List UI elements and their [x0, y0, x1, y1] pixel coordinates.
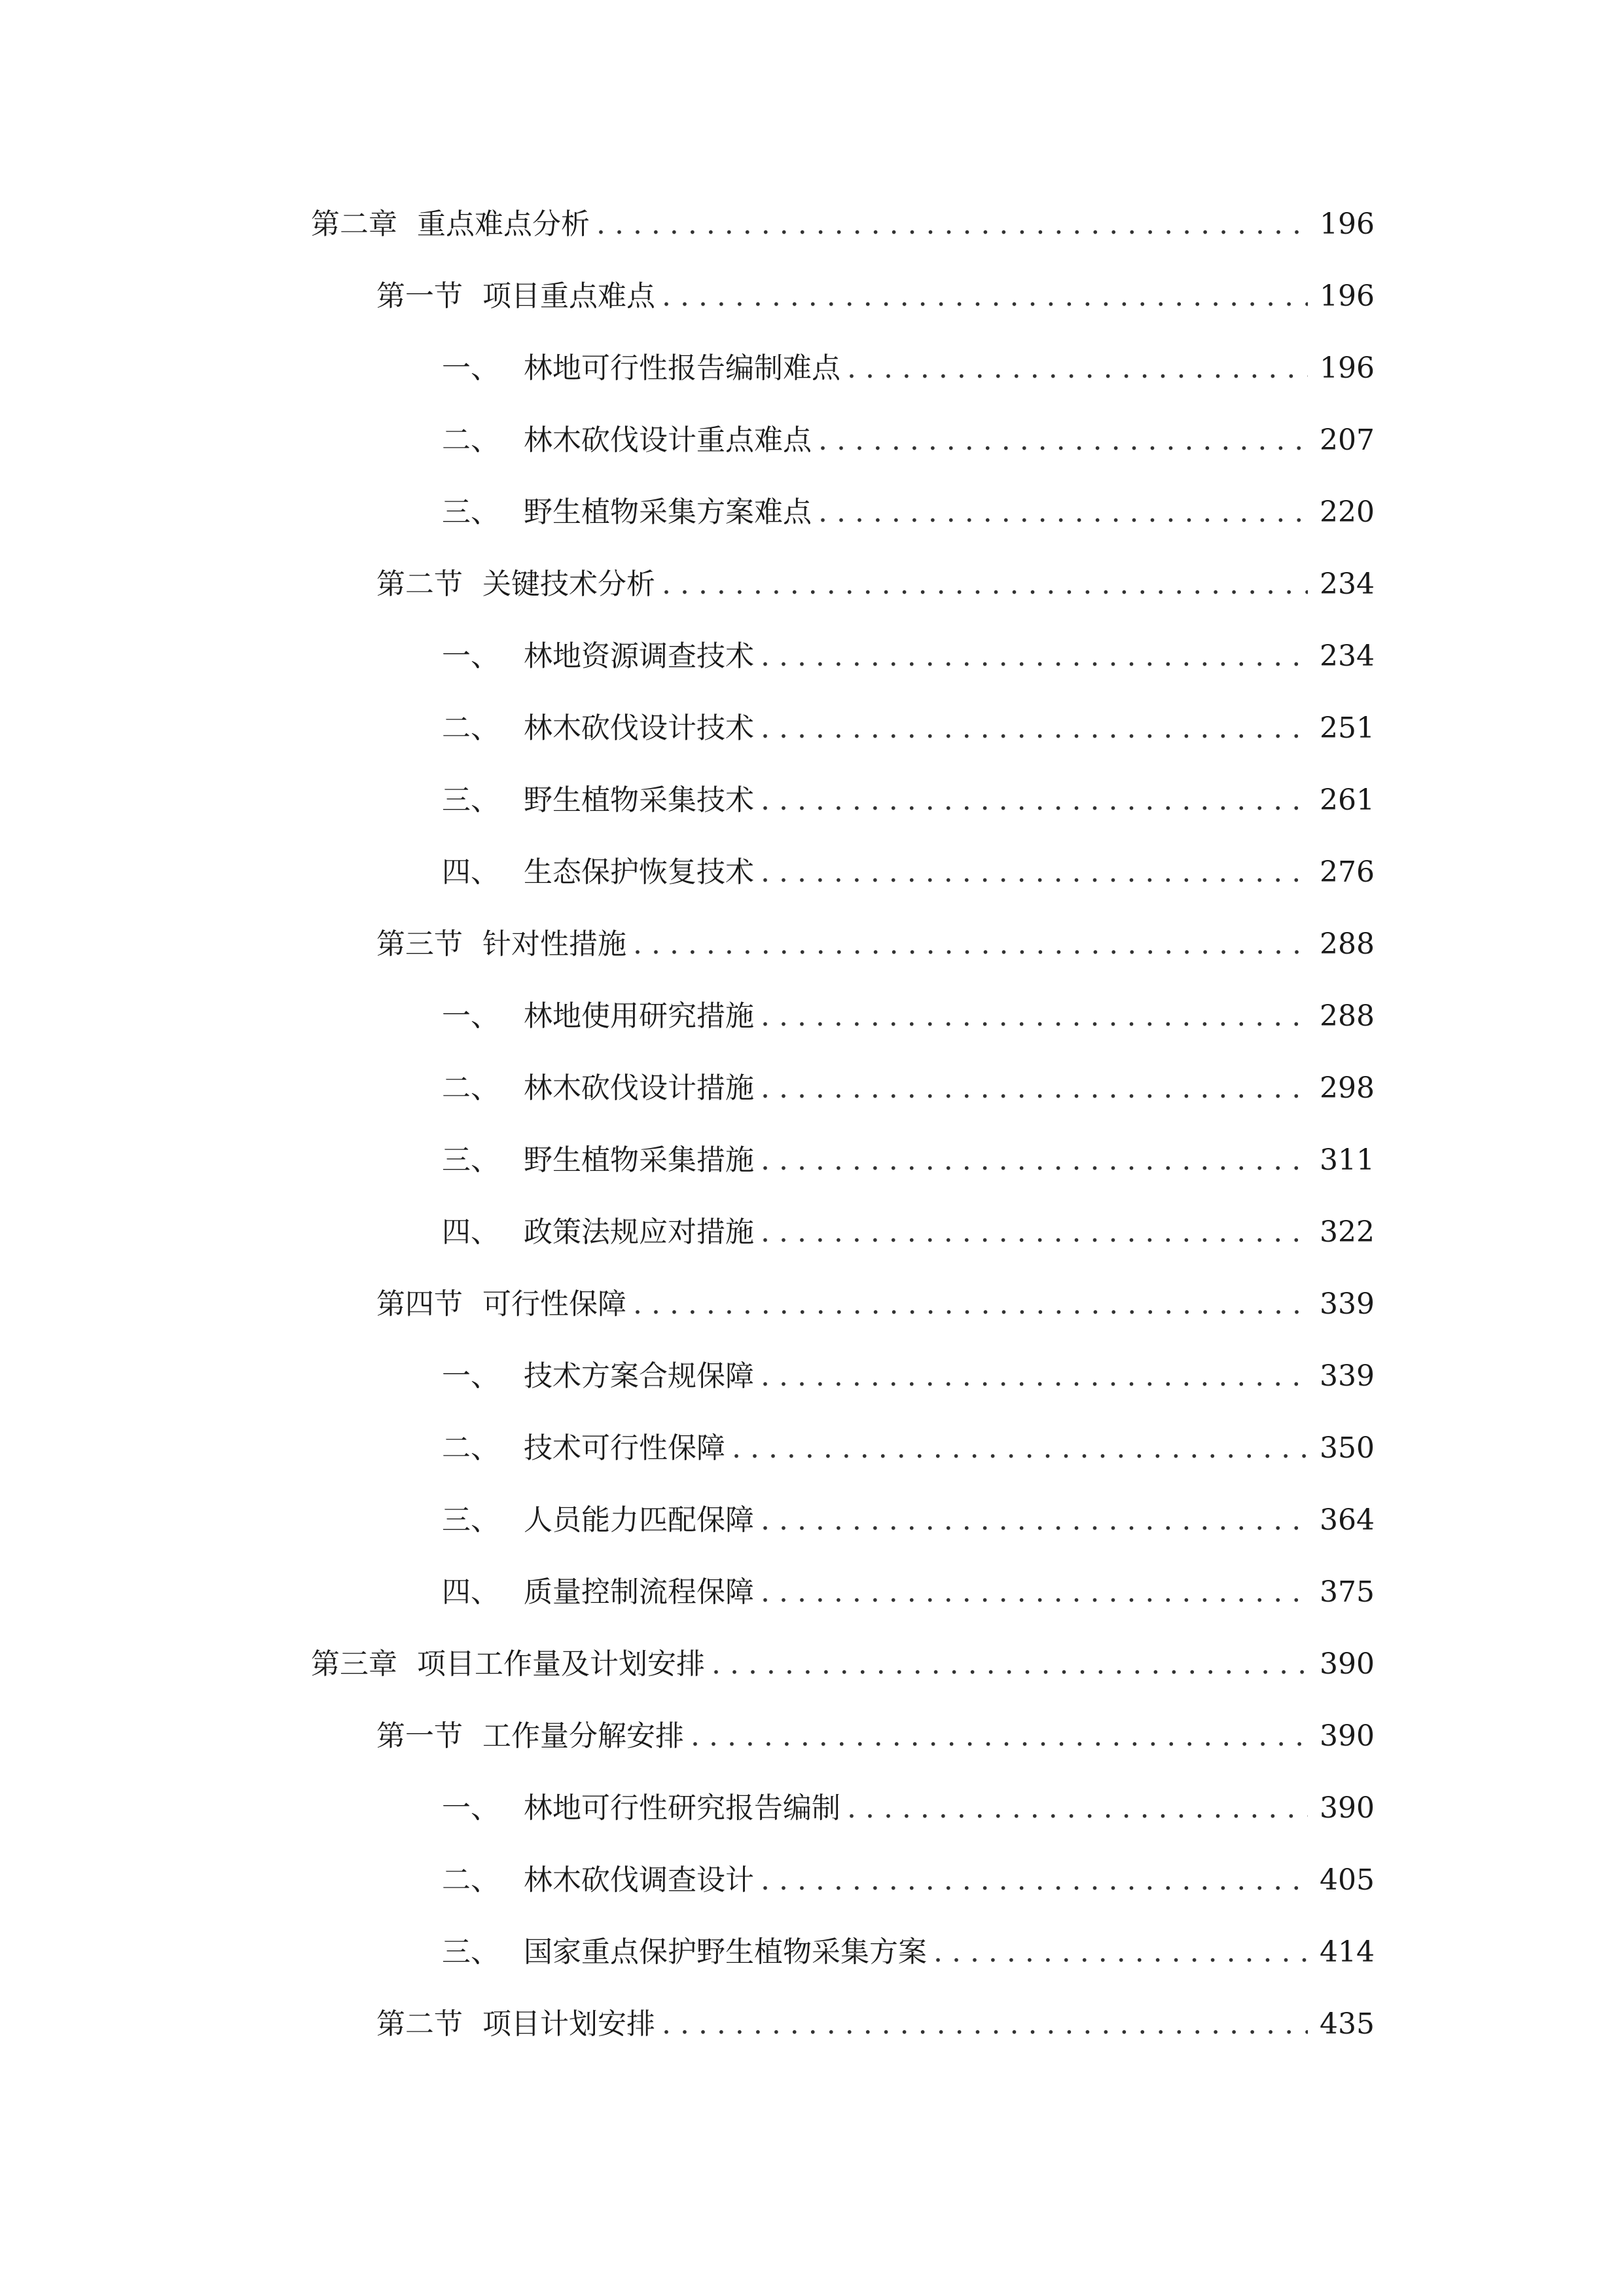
toc-title: 技术方案合规保障: [524, 1359, 754, 1393]
toc-number: 三、: [442, 1503, 499, 1537]
toc-title: 重点难点分析: [417, 207, 590, 241]
toc-title: 质量控制流程保障: [524, 1575, 754, 1609]
toc-page-number: 196: [1320, 279, 1375, 313]
toc-number: 一、: [442, 639, 499, 673]
toc-entry-chapter-2[interactable]: [311, 203, 1375, 275]
toc-page-number: 311: [1320, 1143, 1375, 1177]
toc-number: 二、: [442, 1863, 499, 1897]
toc-number: 第一节: [376, 1719, 463, 1753]
toc-dot-leader: [732, 1427, 1308, 1470]
toc-dot-leader: [633, 1283, 1308, 1326]
toc-page-number: 375: [1320, 1575, 1375, 1609]
toc-entry-item[interactable]: [311, 779, 1375, 851]
toc-entry-section[interactable]: [311, 1715, 1375, 1787]
toc-page-number: 339: [1320, 1359, 1375, 1393]
toc-page-number: 207: [1320, 423, 1375, 457]
toc-number: 第四节: [376, 1287, 463, 1321]
toc-entry-item[interactable]: [311, 1211, 1375, 1283]
toc-number: 二、: [442, 423, 499, 457]
toc-title: 林地可行性报告编制难点: [524, 351, 840, 385]
toc-entry-item[interactable]: [311, 1931, 1375, 2003]
toc-page-number: 390: [1320, 1647, 1375, 1681]
toc-entry-item[interactable]: [311, 1499, 1375, 1571]
toc-number: 第二节: [376, 2007, 463, 2041]
toc-number: 二、: [442, 1071, 499, 1105]
toc-page-number: 196: [1320, 207, 1375, 241]
toc-title: 国家重点保护野生植物采集方案: [524, 1935, 927, 1969]
toc-page-number: 435: [1320, 2007, 1375, 2041]
toc-entry-section[interactable]: [311, 1283, 1375, 1355]
toc-number: 二、: [442, 711, 499, 745]
toc-title: 可行性保障: [482, 1287, 626, 1321]
toc-title: 野生植物采集技术: [524, 783, 754, 817]
toc-entry-item[interactable]: [311, 1859, 1375, 1931]
table-of-contents: [311, 203, 1375, 2075]
toc-dot-leader: [818, 419, 1308, 462]
toc-number: 第三节: [376, 927, 463, 961]
toc-dot-leader: [761, 779, 1308, 822]
toc-page-number: 251: [1320, 711, 1375, 745]
toc-page-number: 298: [1320, 1071, 1375, 1105]
toc-dot-leader: [761, 851, 1308, 894]
toc-dot-leader: [761, 995, 1308, 1038]
toc-dot-leader: [761, 707, 1308, 750]
toc-page-number: 364: [1320, 1503, 1375, 1537]
toc-title: 林木砍伐调查设计: [524, 1863, 754, 1897]
toc-entry-item[interactable]: [311, 1427, 1375, 1499]
toc-title: 林地使用研究措施: [524, 999, 754, 1033]
toc-page-number: 390: [1320, 1719, 1375, 1753]
toc-dot-leader: [662, 275, 1308, 318]
toc-entry-item[interactable]: [311, 347, 1375, 419]
toc-dot-leader: [761, 1211, 1308, 1254]
toc-title: 项目工作量及计划安排: [417, 1647, 705, 1681]
toc-page-number: 288: [1320, 999, 1375, 1033]
toc-page-number: 276: [1320, 855, 1375, 889]
toc-dot-leader: [818, 491, 1308, 534]
toc-entry-item[interactable]: [311, 419, 1375, 491]
toc-number: 四、: [442, 855, 499, 889]
toc-page-number: 390: [1320, 1791, 1375, 1825]
toc-page-number: 350: [1320, 1431, 1375, 1465]
toc-title: 针对性措施: [482, 927, 626, 961]
toc-number: 第三章: [311, 1647, 397, 1681]
toc-dot-leader: [761, 635, 1308, 678]
toc-dot-leader: [633, 923, 1308, 966]
toc-entry-item[interactable]: [311, 707, 1375, 779]
toc-entry-item[interactable]: [311, 1355, 1375, 1427]
toc-page-number: 234: [1320, 567, 1375, 601]
toc-dot-leader: [761, 1355, 1308, 1398]
toc-dot-leader: [596, 203, 1308, 246]
toc-number: 二、: [442, 1431, 499, 1465]
toc-dot-leader: [933, 1931, 1308, 1974]
toc-title: 项目计划安排: [482, 2007, 655, 2041]
toc-entry-section[interactable]: [311, 275, 1375, 347]
toc-page-number: 322: [1320, 1215, 1375, 1249]
toc-title: 项目重点难点: [482, 279, 655, 313]
toc-page-number: 339: [1320, 1287, 1375, 1321]
toc-entry-item[interactable]: [311, 491, 1375, 563]
toc-page-number: 220: [1320, 495, 1375, 529]
toc-entry-chapter-3[interactable]: [311, 1643, 1375, 1715]
toc-dot-leader: [761, 1571, 1308, 1614]
toc-number: 一、: [442, 351, 499, 385]
toc-number: 三、: [442, 783, 499, 817]
toc-dot-leader: [761, 1499, 1308, 1542]
toc-page-number: 234: [1320, 639, 1375, 673]
toc-number: 三、: [442, 1935, 499, 1969]
toc-entry-item[interactable]: [311, 1571, 1375, 1643]
toc-entry-item[interactable]: [311, 851, 1375, 923]
toc-number: 三、: [442, 495, 499, 529]
toc-page-number: 414: [1320, 1935, 1375, 1969]
toc-dot-leader: [761, 1067, 1308, 1110]
toc-dot-leader: [847, 347, 1308, 390]
toc-dot-leader: [662, 563, 1308, 606]
toc-entry-section[interactable]: [311, 2003, 1375, 2075]
toc-title: 工作量分解安排: [482, 1719, 684, 1753]
toc-dot-leader: [761, 1859, 1308, 1902]
toc-title: 技术可行性保障: [524, 1431, 725, 1465]
toc-entry-section[interactable]: [311, 923, 1375, 995]
toc-dot-leader: [847, 1787, 1308, 1830]
toc-dot-leader: [761, 1139, 1308, 1182]
toc-number: 第二节: [376, 567, 463, 601]
toc-entry-item[interactable]: [311, 995, 1375, 1067]
toc-entry-section[interactable]: [311, 563, 1375, 635]
toc-title: 政策法规应对措施: [524, 1215, 754, 1249]
toc-title: 野生植物采集方案难点: [524, 495, 812, 529]
toc-entry-item[interactable]: [311, 1787, 1375, 1859]
toc-number: 四、: [442, 1575, 499, 1609]
toc-number: 第一节: [376, 279, 463, 313]
toc-page-number: 196: [1320, 351, 1375, 385]
toc-title: 生态保护恢复技术: [524, 855, 754, 889]
toc-dot-leader: [712, 1643, 1308, 1686]
toc-title: 野生植物采集措施: [524, 1143, 754, 1177]
toc-page-number: 405: [1320, 1863, 1375, 1897]
toc-number: 第二章: [311, 207, 397, 241]
toc-page-number: 288: [1320, 927, 1375, 961]
toc-number: 三、: [442, 1143, 499, 1177]
toc-dot-leader: [662, 2003, 1308, 2046]
toc-page-number: 261: [1320, 783, 1375, 817]
toc-number: 四、: [442, 1215, 499, 1249]
toc-title: 人员能力匹配保障: [524, 1503, 754, 1537]
toc-entry-item[interactable]: [311, 635, 1375, 707]
toc-title: 林地可行性研究报告编制: [524, 1791, 840, 1825]
toc-title: 林地资源调查技术: [524, 639, 754, 673]
toc-number: 一、: [442, 1359, 499, 1393]
toc-number: 一、: [442, 999, 499, 1033]
toc-title: 林木砍伐设计技术: [524, 711, 754, 745]
toc-entry-item[interactable]: [311, 1067, 1375, 1139]
toc-entry-item[interactable]: [311, 1139, 1375, 1211]
toc-title: 林木砍伐设计重点难点: [524, 423, 812, 457]
toc-number: 一、: [442, 1791, 499, 1825]
toc-title: 林木砍伐设计措施: [524, 1071, 754, 1105]
toc-title: 关键技术分析: [482, 567, 655, 601]
toc-dot-leader: [691, 1715, 1308, 1758]
